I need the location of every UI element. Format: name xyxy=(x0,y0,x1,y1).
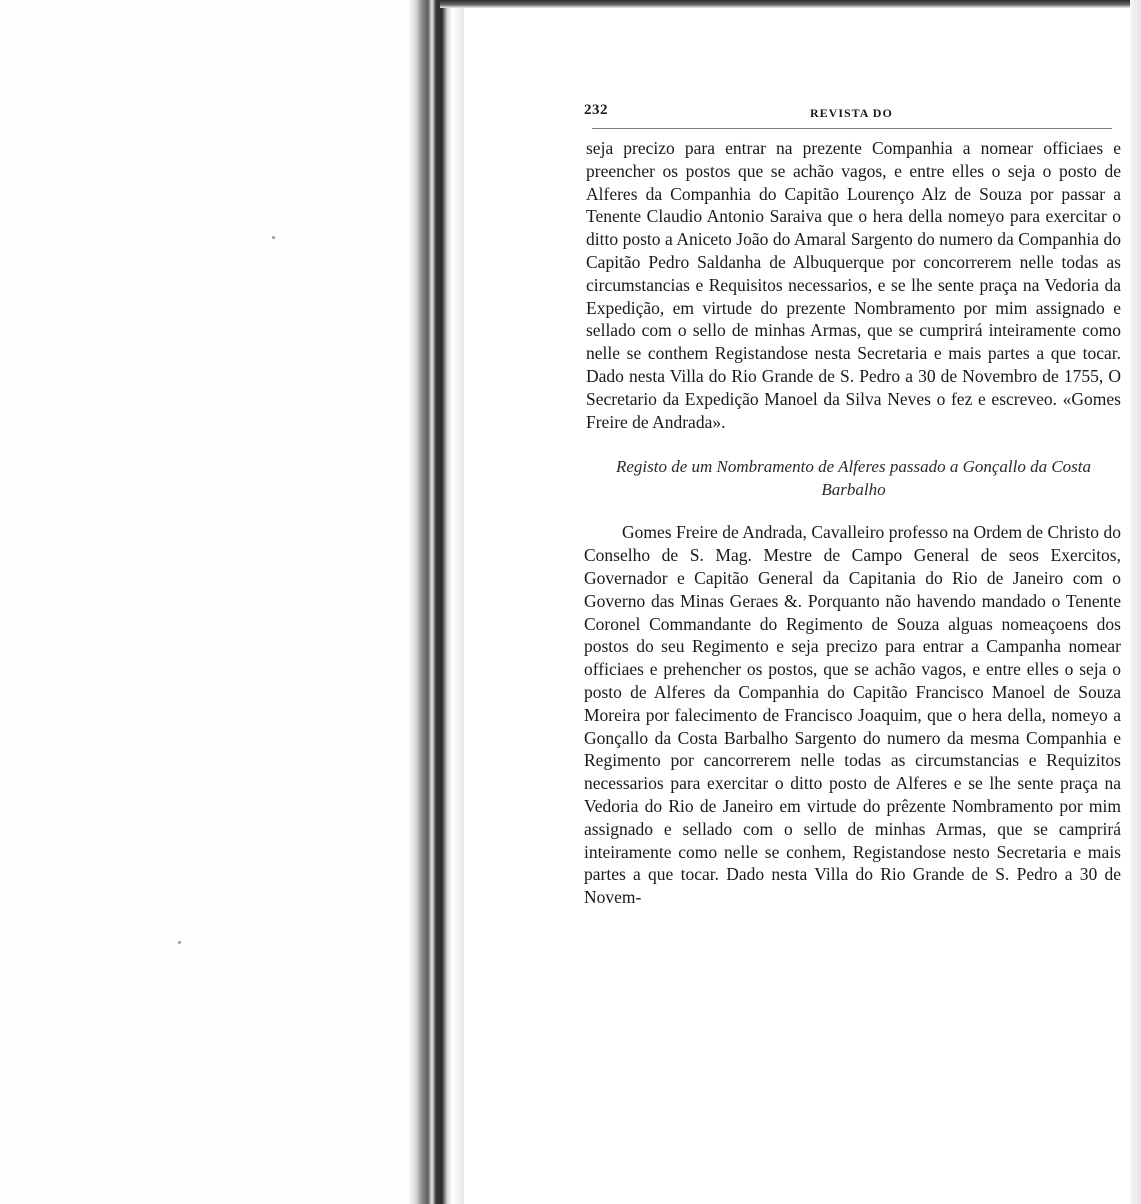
left-blank-page xyxy=(0,0,418,1204)
paper-speck xyxy=(272,236,275,239)
page-right-edge xyxy=(1130,0,1141,1204)
running-header xyxy=(580,100,1125,128)
printed-page xyxy=(580,100,1125,909)
body-paragraph: Gomes Freire de Andrada, Cavalleiro professo na Ordem de Christo do Conselho de S. Mag. Mestre de Campo General de seos Exercitos, Governador e Capitão General da Capitania do Rio de Janeiro com o Governo das Minas Geraes &. Porquanto não havendo mandado o Tenente Coronel Commandante do Regimento de Souza alguas nomeaçoens dos postos do seu Regimento e seja precizo para entrar a Campanha nomear officiaes e prehencher os postos, que se achão vagos, e entre elles o seja o posto de Alferes da Companhia do Capitão Francisco Manoel de Souza Moreira por falecimento de Francisco Joaquim, que o hera della, nomeyo a Gonçallo da Costa Barbalho Sargento do numero da mesma Companhia e Regimento por cancorrerem nelle todas as circumstancias e Requizitos necessarios para exercitar o ditto posto de Alferes e se lhe sente praça na Vedoria do Rio de Janeiro em virtude do prêzente Nombramento por mim assignado e sellado com o sello de minhas Armas, que se camprirá inteiramente como nelle se conhem, Registandose nesto Secretaria e mais partes a que tocar. Dado nesta Villa do Rio Grande de S. Pedro a 30 de Novem- xyxy=(584,522,1121,908)
running-title: REVISTA DO xyxy=(810,106,893,120)
page-top-edge xyxy=(440,0,1141,8)
paper-speck xyxy=(178,941,181,944)
header-rule xyxy=(592,128,1112,129)
book-gutter xyxy=(410,0,464,1204)
section-heading: Registo de um Nombramento de Alferes passado a Gonçallo da Costa Barbalho xyxy=(615,457,1092,500)
page-number: 232 xyxy=(584,102,608,118)
body-paragraph: seja precizo para entrar na prezente Companhia a nomear officiaes e preencher os postos que se achão vagos, e entre elles o seja o posto de Alferes da Companhia do Capitão Lourenço Alz de Souza por passar a Tenente Claudio Antonio Saraiva que o hera della nomeyo para exercitar o ditto posto a Aniceto João do Amaral Sargento do numero da Companhia do Capitão Pedro Saldanha de Albuquerque por concorrerem nelle todas as circumstancias e Requisitos necessarios, e se lhe sente praça na Vedoria da Expedição, em virtude do prezente Nombramento por mim assignado e sellado com o sello de minhas Armas, que se cumprirá inteiramente como nelle se conthem Registandose nesta Secretaria e mais partes a que tocar. Dado nesta Villa do Rio Grande de S. Pedro a 30 de Novembro de 1755, O Secretario da Expedição Manoel da Silva Neves o fez e escreveo. «Gomes Freire de Andrada». xyxy=(586,138,1121,432)
